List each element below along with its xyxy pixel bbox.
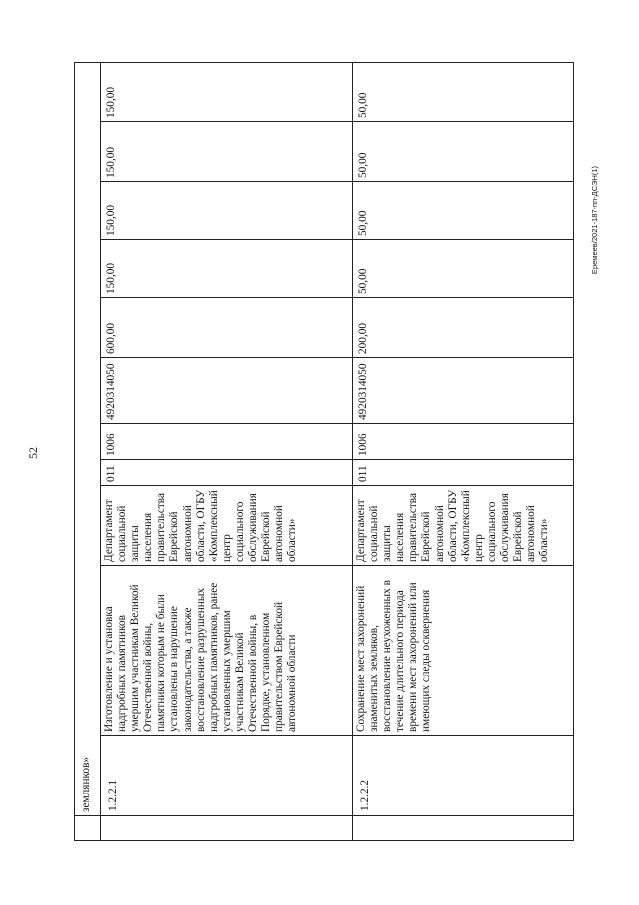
table-row <box>353 62 573 841</box>
row-number <box>353 815 573 841</box>
header-continuation-row <box>74 62 100 841</box>
cell-empty <box>74 815 100 841</box>
year1-amount: 50,00 <box>353 239 573 297</box>
year3-amount: 150,00 <box>101 121 352 181</box>
row-number <box>101 815 352 841</box>
year2-amount: 50,00 <box>353 181 573 239</box>
rzpr-code: 1006 <box>101 423 352 459</box>
csr-code: 4920314050 <box>353 357 573 423</box>
total-amount: 200,00 <box>353 297 573 357</box>
csr-code: 4920314050 <box>101 357 352 423</box>
page-number: 52 <box>26 447 40 459</box>
table-border-bottom <box>573 62 574 841</box>
executor: Департамент социальной защиты населения правительства Еврейской автономной области, ОГБУ «Комплексный центр социального обслуживания Еврейской автономной области» <box>353 485 573 565</box>
measure-name: Сохранение мест захоронений знаменитых земляков, восстановление неухоженных в течение длительного периода времени мест захоронений или имеющих следы осквернения <box>353 565 573 735</box>
year2-amount: 150,00 <box>101 181 352 239</box>
grbs-code: 011 <box>101 459 352 485</box>
year3-amount: 50,00 <box>353 121 573 181</box>
budget-table-body <box>74 62 574 841</box>
rzpr-code: 1006 <box>353 423 573 459</box>
measure-name: Изготовление и установка надгробных памятников умершим участникам Великой Отечественной войны, памятники которым не были установлены в нарушение законодательства, а также восстановление разрушенных надгробных памятников, ранее установленных умершим участникам Великой Отечественной войны, в Порядке, установленном правительством Еврейской автономной области <box>101 565 352 735</box>
row-number-text: 1.2.2.1 <box>101 735 352 815</box>
document-code: Еремеев/2021-187-пп-ДСЭН(1) <box>590 165 599 275</box>
header-continuation-text: землянков» <box>80 756 92 812</box>
year4-amount: 150,00 <box>105 86 117 118</box>
budget-table <box>74 62 574 841</box>
grbs-code: 011 <box>353 459 573 485</box>
executor: Департамент социальной защиты населения правительства Еврейской автономной области, ОГБУ «Комплексный центр социального обслуживания Еврейской автономной области» <box>101 485 352 565</box>
total-amount: 600,00 <box>101 297 352 357</box>
table-row <box>101 62 352 841</box>
year1-amount: 150,00 <box>101 239 352 297</box>
row-number-text: 1.2.2.2 <box>353 735 573 815</box>
year4-amount: 50,00 <box>357 92 369 118</box>
